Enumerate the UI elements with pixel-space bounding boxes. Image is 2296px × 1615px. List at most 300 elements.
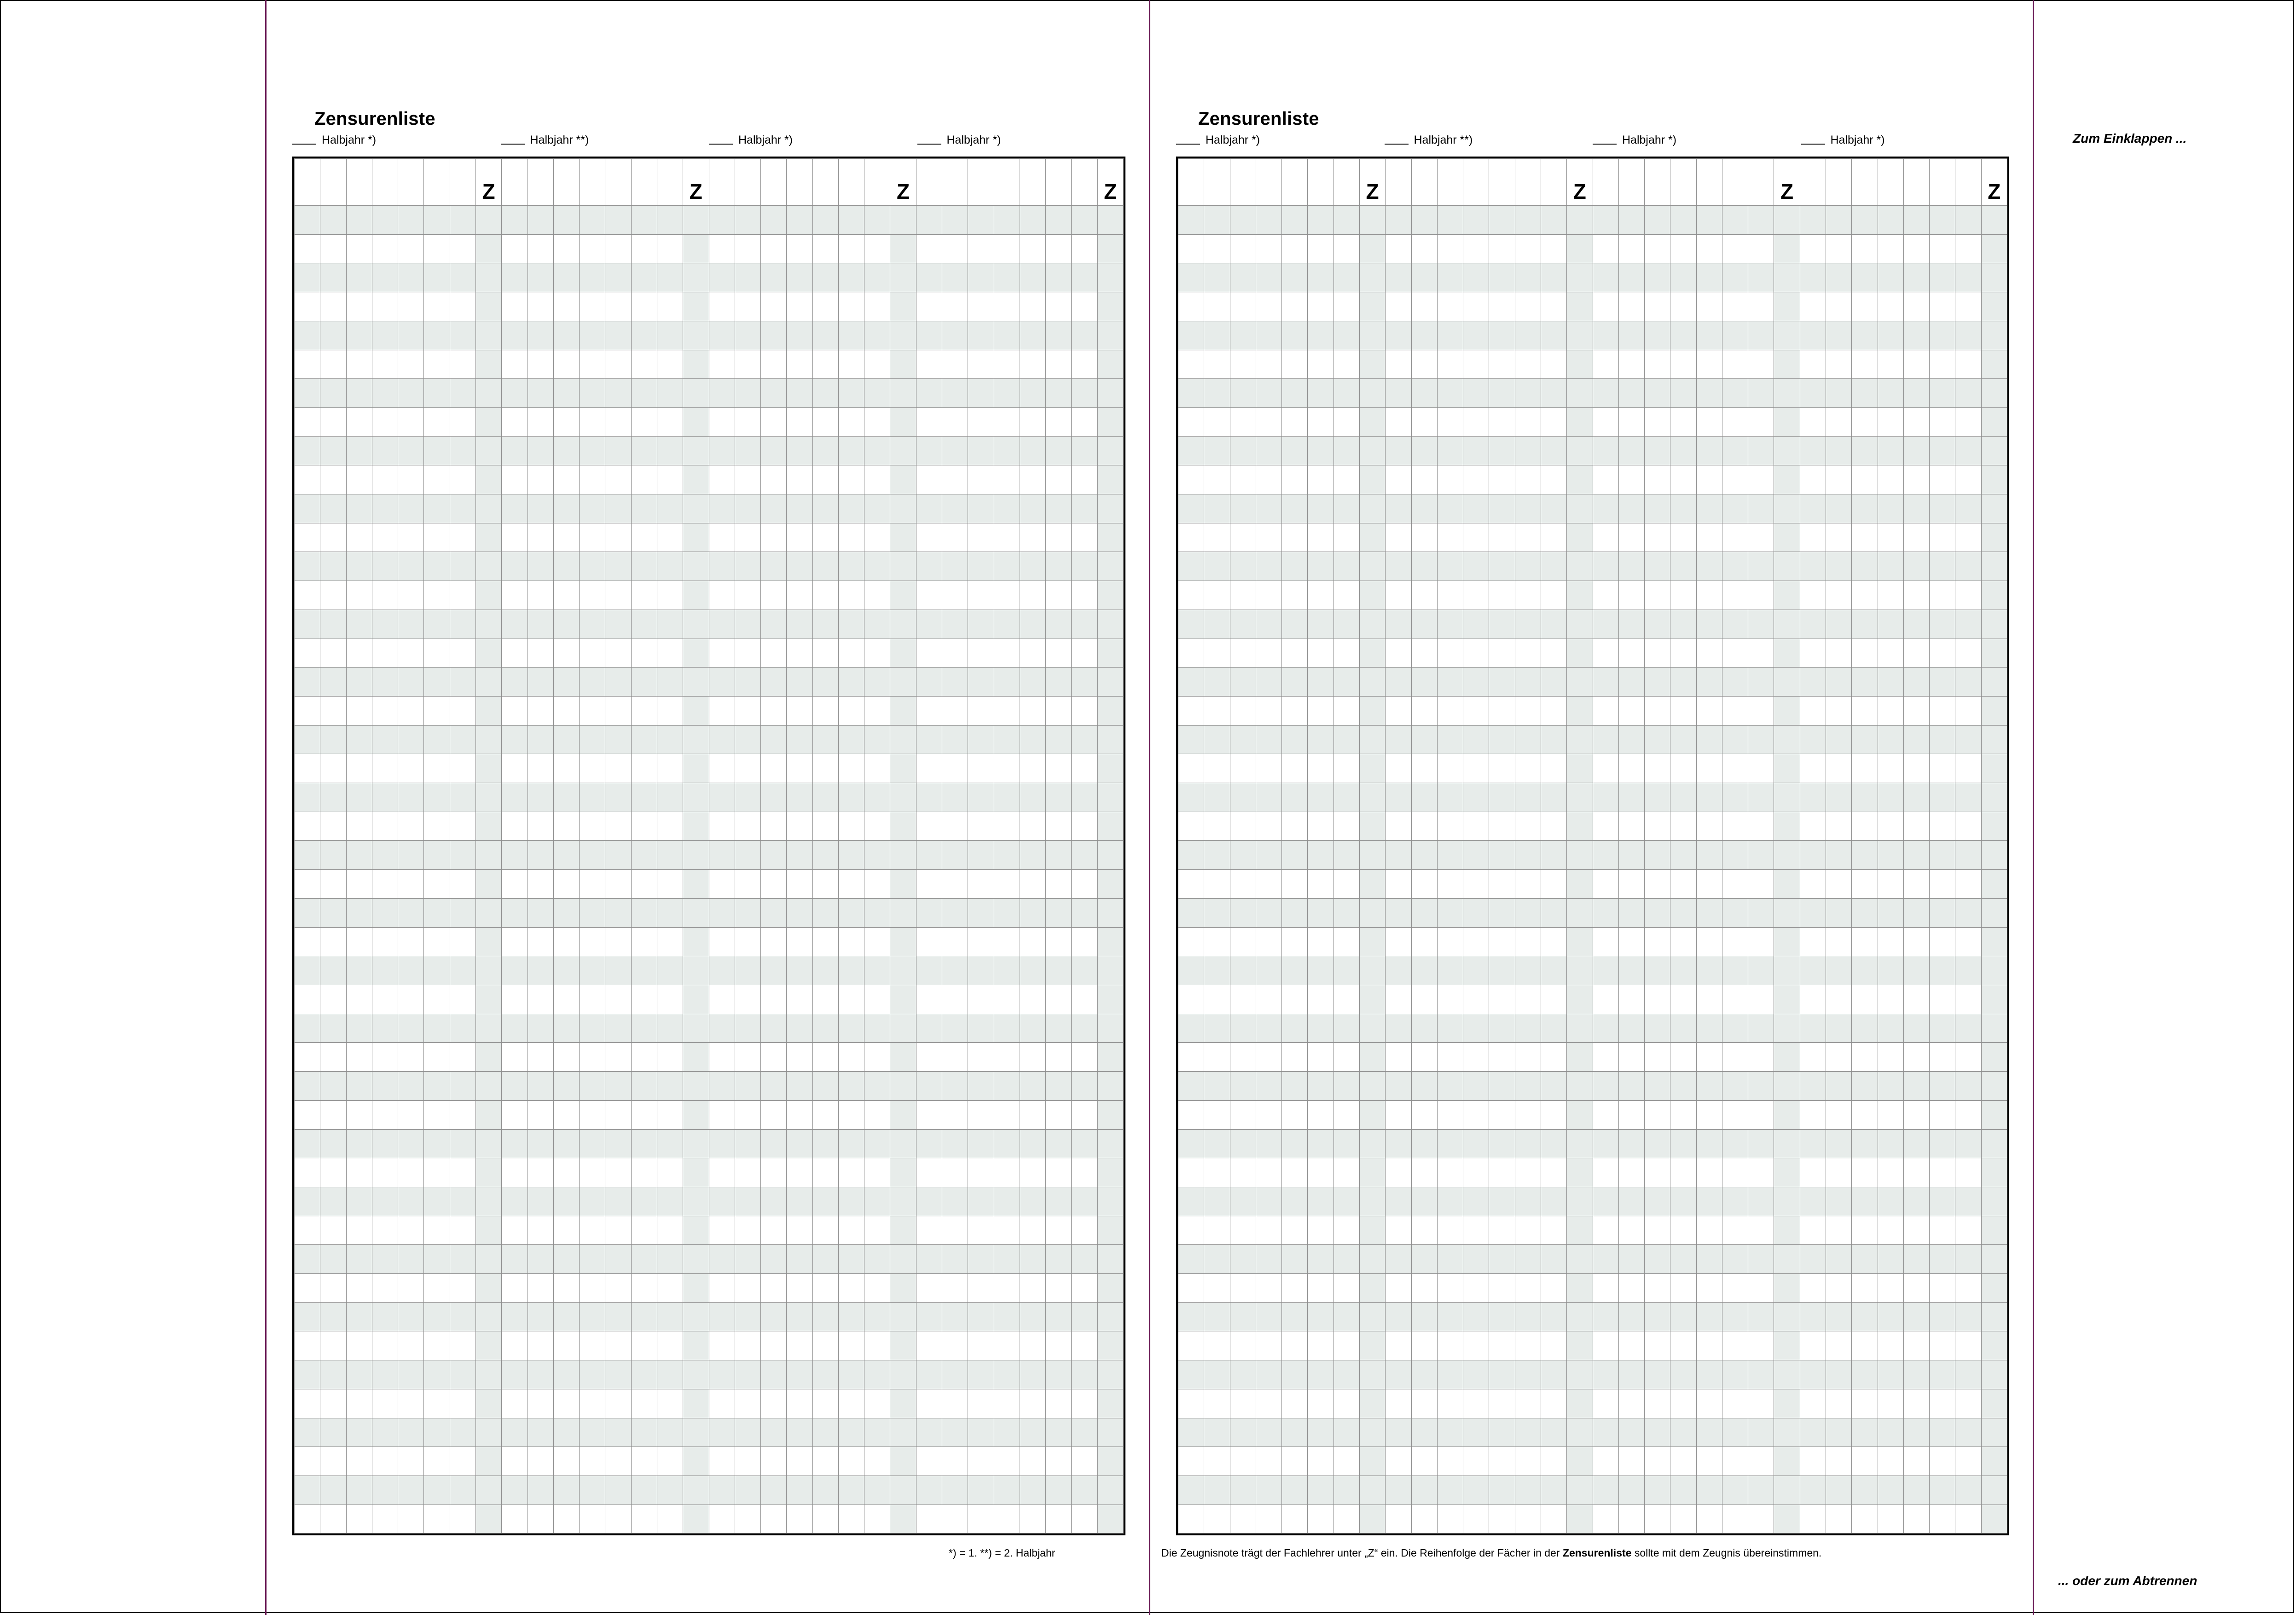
grid-cell[interactable] <box>295 841 320 870</box>
grid-cell[interactable] <box>1256 407 1281 436</box>
grid-cell[interactable] <box>1020 1245 1045 1274</box>
grid-cell[interactable] <box>1178 292 1204 321</box>
grid-cell[interactable] <box>1386 812 1411 841</box>
grid-cell[interactable] <box>1020 436 1045 465</box>
grid-cell[interactable] <box>1618 927 1644 956</box>
grid-cell[interactable] <box>1955 407 1981 436</box>
grid-cell[interactable] <box>812 870 838 899</box>
grid-cell[interactable] <box>683 610 709 639</box>
grid-cell[interactable] <box>1204 1245 1230 1274</box>
grid-cell[interactable] <box>1411 436 1437 465</box>
grid-cell[interactable] <box>1178 1389 1204 1418</box>
grid-cell[interactable] <box>1334 754 1359 783</box>
grid-cell[interactable] <box>761 1418 787 1447</box>
grid-cell[interactable] <box>320 1360 346 1389</box>
grid-cell[interactable] <box>890 321 916 350</box>
grid-cell[interactable] <box>1282 1245 1308 1274</box>
grid-cell[interactable] <box>1097 927 1123 956</box>
grid-cell[interactable] <box>320 407 346 436</box>
grid-cell[interactable] <box>1774 159 1800 177</box>
grid-cell[interactable] <box>735 1418 760 1447</box>
grid-cell[interactable] <box>890 581 916 610</box>
grid-cell[interactable] <box>1308 1129 1334 1158</box>
grid-cell[interactable] <box>968 1389 994 1418</box>
grid-cell[interactable] <box>1852 1043 1878 1072</box>
grid-cell[interactable] <box>1826 841 1852 870</box>
grid-row[interactable] <box>1178 1100 2007 1129</box>
grid-cell[interactable] <box>1645 1274 1670 1303</box>
grid-cell[interactable] <box>1930 1274 1955 1303</box>
grid-cell[interactable] <box>424 956 450 985</box>
grid-cell[interactable] <box>450 177 475 206</box>
grid-cell[interactable] <box>916 263 942 292</box>
grid-cell[interactable] <box>942 1331 968 1360</box>
grid-cell[interactable] <box>1515 754 1541 783</box>
grid-cell[interactable] <box>1618 407 1644 436</box>
grid-cell[interactable] <box>787 1360 812 1389</box>
grid-cell[interactable] <box>1930 1100 1955 1129</box>
grid-row[interactable] <box>295 1216 1124 1245</box>
grid-cell[interactable] <box>1308 1360 1334 1389</box>
grid-cell[interactable] <box>1618 1216 1644 1245</box>
grid-cell[interactable] <box>450 812 475 841</box>
grid-cell[interactable] <box>631 1360 657 1389</box>
grid-cell[interactable] <box>1097 206 1123 235</box>
halfyear-blank-line-3[interactable] <box>1593 143 1617 145</box>
grid-cell[interactable] <box>1072 1043 1097 1072</box>
grid-cell[interactable] <box>942 1274 968 1303</box>
grid-cell[interactable] <box>528 1447 553 1476</box>
grid-cell[interactable] <box>1411 985 1437 1014</box>
grid-cell[interactable] <box>295 177 320 206</box>
grid-cell[interactable] <box>1722 206 1748 235</box>
grid-cell[interactable] <box>838 1476 864 1505</box>
grid-cell[interactable] <box>1826 1274 1852 1303</box>
grid-cell[interactable] <box>683 1447 709 1476</box>
grid-cell[interactable] <box>502 1447 528 1476</box>
grid-cell[interactable] <box>1282 985 1308 1014</box>
grid-cell[interactable] <box>528 1360 553 1389</box>
grid-cell[interactable] <box>1178 1245 1204 1274</box>
grid-cell[interactable] <box>1515 581 1541 610</box>
grid-cell[interactable] <box>295 696 320 725</box>
grid-cell[interactable] <box>1878 1072 1903 1101</box>
grid-cell[interactable] <box>1282 1476 1308 1505</box>
grid-cell[interactable] <box>1541 696 1566 725</box>
grid-cell[interactable] <box>761 177 787 206</box>
grid-cell[interactable] <box>735 841 760 870</box>
grid-cell[interactable] <box>1178 610 1204 639</box>
grid-cell[interactable] <box>916 1505 942 1534</box>
grid-cell[interactable] <box>1955 1476 1981 1505</box>
grid-cell[interactable] <box>320 350 346 379</box>
grid-cell[interactable] <box>916 754 942 783</box>
grid-cell[interactable] <box>1489 639 1515 668</box>
grid-cell[interactable] <box>683 1476 709 1505</box>
grid-cell[interactable] <box>1515 1302 1541 1331</box>
grid-cell[interactable] <box>1878 407 1903 436</box>
grid-cell[interactable] <box>761 465 787 494</box>
grid-cell[interactable] <box>320 581 346 610</box>
grid-cell[interactable] <box>1020 783 1045 812</box>
grid-cell[interactable] <box>657 465 683 494</box>
grid-cell[interactable] <box>1981 206 2007 235</box>
grid-cell[interactable] <box>1852 1100 1878 1129</box>
grid-cell[interactable] <box>1903 581 1929 610</box>
grid-cell[interactable] <box>605 927 631 956</box>
grid-cell[interactable] <box>787 610 812 639</box>
grid-cell[interactable] <box>1878 1302 1903 1331</box>
grid-cell[interactable] <box>1852 552 1878 581</box>
grid-cell[interactable] <box>1334 725 1359 754</box>
grid-cell[interactable] <box>1774 206 1800 235</box>
grid-cell[interactable] <box>1903 1245 1929 1274</box>
grid-cell[interactable] <box>1567 841 1593 870</box>
grid-row[interactable] <box>295 1331 1124 1360</box>
grid-cell[interactable] <box>346 1043 372 1072</box>
grid-cell[interactable] <box>1515 1418 1541 1447</box>
grid-cell[interactable] <box>942 263 968 292</box>
grid-cell[interactable] <box>1072 1216 1097 1245</box>
grid-cell[interactable] <box>1020 552 1045 581</box>
grid-cell[interactable] <box>1204 350 1230 379</box>
grid-cell[interactable] <box>1852 956 1878 985</box>
grid-cell[interactable] <box>1878 1418 1903 1447</box>
grid-cell[interactable] <box>1020 1476 1045 1505</box>
grid-cell[interactable] <box>812 1360 838 1389</box>
grid-cell[interactable] <box>812 639 838 668</box>
grid-cell[interactable] <box>1256 639 1281 668</box>
grid-cell[interactable] <box>398 177 424 206</box>
grid-cell[interactable] <box>1981 812 2007 841</box>
grid-cell[interactable] <box>1774 465 1800 494</box>
grid-cell[interactable] <box>1593 436 1618 465</box>
grid-cell[interactable] <box>1670 754 1696 783</box>
grid-cell[interactable] <box>1386 1158 1411 1187</box>
grid-cell[interactable] <box>1903 350 1929 379</box>
grid-cell[interactable] <box>1541 812 1566 841</box>
grid-cell[interactable] <box>1670 1014 1696 1043</box>
grid-cell[interactable] <box>683 581 709 610</box>
grid-cell[interactable] <box>1359 1331 1385 1360</box>
grid-cell[interactable] <box>320 552 346 581</box>
grid-cell[interactable] <box>1359 1505 1385 1534</box>
grid-cell[interactable] <box>1334 927 1359 956</box>
grid-cell[interactable] <box>1541 292 1566 321</box>
grid-cell[interactable] <box>1930 1245 1955 1274</box>
grid-cell[interactable] <box>838 841 864 870</box>
grid-cell[interactable] <box>1618 465 1644 494</box>
grid-cell[interactable] <box>1826 1245 1852 1274</box>
grid-cell[interactable] <box>398 898 424 927</box>
grid-cell[interactable] <box>1020 1505 1045 1534</box>
grid-cell[interactable] <box>1230 159 1256 177</box>
grid-cell[interactable] <box>1072 407 1097 436</box>
grid-cell[interactable] <box>968 841 994 870</box>
grid-cell[interactable] <box>1230 263 1256 292</box>
grid-cell[interactable] <box>1359 841 1385 870</box>
grid-cell[interactable] <box>1981 1100 2007 1129</box>
grid-cell[interactable] <box>553 263 579 292</box>
grid-cell[interactable] <box>761 927 787 956</box>
grid-cell[interactable] <box>1411 1014 1437 1043</box>
grid-cell[interactable] <box>1334 985 1359 1014</box>
grid-cell[interactable] <box>1308 436 1334 465</box>
grid-cell[interactable] <box>657 494 683 523</box>
grid-cell[interactable] <box>683 668 709 697</box>
grid-cell[interactable] <box>657 725 683 754</box>
grid-cell[interactable] <box>1567 523 1593 552</box>
grid-cell[interactable] <box>994 696 1020 725</box>
grid-cell[interactable] <box>1903 696 1929 725</box>
grid-cell[interactable] <box>1748 668 1774 697</box>
grid-cell[interactable] <box>1903 668 1929 697</box>
grid-cell[interactable] <box>787 234 812 263</box>
grid-cell[interactable] <box>1981 292 2007 321</box>
grid-cell[interactable] <box>320 1216 346 1245</box>
grid-cell[interactable] <box>1826 350 1852 379</box>
grid-cell[interactable] <box>1411 1302 1437 1331</box>
grid-cell[interactable] <box>1800 1476 1826 1505</box>
grid-cell[interactable] <box>1437 552 1463 581</box>
grid-cell[interactable] <box>1308 927 1334 956</box>
grid-cell[interactable] <box>994 436 1020 465</box>
grid-cell[interactable] <box>1515 783 1541 812</box>
grid-cell[interactable] <box>450 1274 475 1303</box>
grid-cell[interactable] <box>1178 898 1204 927</box>
grid-cell[interactable] <box>1334 639 1359 668</box>
grid-cell[interactable] <box>1903 1043 1929 1072</box>
grid-cell[interactable] <box>346 898 372 927</box>
grid-cell[interactable] <box>1463 783 1489 812</box>
grid-cell[interactable] <box>1955 523 1981 552</box>
grid-cell[interactable] <box>295 754 320 783</box>
grid-cell[interactable] <box>1072 1389 1097 1418</box>
grid-row[interactable] <box>1178 812 2007 841</box>
grid-cell[interactable] <box>1097 1418 1123 1447</box>
grid-cell[interactable] <box>450 1043 475 1072</box>
grid-cell[interactable] <box>761 1014 787 1043</box>
grid-cell[interactable] <box>1282 1187 1308 1216</box>
grid-cell[interactable] <box>1541 754 1566 783</box>
grid-cell[interactable] <box>450 581 475 610</box>
grid-cell[interactable] <box>1046 927 1072 956</box>
grid-cell[interactable] <box>1800 1100 1826 1129</box>
grid-cell[interactable] <box>1618 1245 1644 1274</box>
grid-cell[interactable] <box>657 523 683 552</box>
grid-cell[interactable] <box>735 725 760 754</box>
grid-cell[interactable] <box>1567 1360 1593 1389</box>
grid-cell[interactable] <box>709 177 735 206</box>
grid-cell[interactable] <box>838 407 864 436</box>
grid-cell[interactable] <box>424 610 450 639</box>
grid-cell[interactable] <box>475 1418 501 1447</box>
grid-cell[interactable] <box>1072 436 1097 465</box>
grid-cell[interactable] <box>812 234 838 263</box>
grid-cell[interactable] <box>1072 1129 1097 1158</box>
grid-cell[interactable] <box>761 1389 787 1418</box>
grid-cell[interactable] <box>657 436 683 465</box>
grid-cell[interactable] <box>1645 436 1670 465</box>
grid-cell[interactable] <box>424 234 450 263</box>
grid-cell[interactable] <box>580 581 605 610</box>
grid-cell[interactable] <box>657 1389 683 1418</box>
grid-cell[interactable] <box>502 523 528 552</box>
grid-cell[interactable] <box>1826 234 1852 263</box>
grid-cell[interactable] <box>1489 696 1515 725</box>
grid-cell[interactable] <box>475 1187 501 1216</box>
grid-cell[interactable] <box>1386 1129 1411 1158</box>
grid-row[interactable] <box>1178 321 2007 350</box>
grid-cell[interactable] <box>994 206 1020 235</box>
grid-cell[interactable] <box>735 552 760 581</box>
grid-cell[interactable] <box>1097 263 1123 292</box>
halfyear-blank-line-1[interactable] <box>292 143 316 145</box>
grid-cell[interactable] <box>657 350 683 379</box>
grid-cell[interactable] <box>1878 956 1903 985</box>
grid-cell[interactable] <box>398 581 424 610</box>
grid-cell[interactable] <box>1463 1129 1489 1158</box>
grid-cell[interactable] <box>295 1331 320 1360</box>
halfyear-blank-line-2[interactable] <box>501 143 525 145</box>
grid-cell[interactable] <box>864 668 890 697</box>
grid-cell[interactable] <box>1541 552 1566 581</box>
grid-cell[interactable] <box>994 159 1020 177</box>
grid-cell[interactable] <box>1670 263 1696 292</box>
grid-cell[interactable] <box>657 668 683 697</box>
grid-cell[interactable] <box>838 1187 864 1216</box>
grid-cell[interactable] <box>580 1418 605 1447</box>
grid-cell[interactable] <box>1618 581 1644 610</box>
grid-cell[interactable] <box>1670 1043 1696 1072</box>
grid-cell[interactable] <box>1593 668 1618 697</box>
grid-cell[interactable] <box>1411 523 1437 552</box>
grid-cell[interactable] <box>864 1216 890 1245</box>
grid-cell[interactable] <box>683 234 709 263</box>
grid-cell[interactable] <box>528 523 553 552</box>
grid-cell[interactable] <box>787 841 812 870</box>
grid-cell[interactable] <box>1567 956 1593 985</box>
grid-cell[interactable] <box>1463 725 1489 754</box>
grid-cell[interactable] <box>994 725 1020 754</box>
grid-cell[interactable] <box>372 1129 398 1158</box>
grid-cell[interactable] <box>761 1129 787 1158</box>
grid-cell[interactable] <box>890 1505 916 1534</box>
grid-cell[interactable] <box>553 639 579 668</box>
grid-cell[interactable] <box>1593 1072 1618 1101</box>
grid-cell[interactable] <box>631 639 657 668</box>
grid-cell[interactable] <box>1437 234 1463 263</box>
grid-cell[interactable] <box>657 1187 683 1216</box>
grid-cell[interactable] <box>1903 1187 1929 1216</box>
grid-cell[interactable] <box>1046 292 1072 321</box>
grid-cell[interactable] <box>1204 1014 1230 1043</box>
grid-cell[interactable] <box>994 581 1020 610</box>
grid-cell[interactable] <box>1359 927 1385 956</box>
grid-cell[interactable] <box>1981 1274 2007 1303</box>
grid-cell[interactable] <box>1046 639 1072 668</box>
grid-cell[interactable] <box>1489 668 1515 697</box>
grid-cell[interactable] <box>812 841 838 870</box>
grid-cell[interactable] <box>864 1187 890 1216</box>
grid-cell[interactable] <box>1437 927 1463 956</box>
grid-cell[interactable] <box>1541 1418 1566 1447</box>
grid-cell[interactable] <box>1593 1331 1618 1360</box>
grid-cell[interactable] <box>1903 1389 1929 1418</box>
grid-cell[interactable] <box>657 206 683 235</box>
grid-z-header-cell[interactable]: Z <box>1981 177 2007 206</box>
grid-cell[interactable] <box>1437 159 1463 177</box>
grid-cell[interactable] <box>1282 783 1308 812</box>
grid-cell[interactable] <box>916 1158 942 1187</box>
grid-cell[interactable] <box>1515 610 1541 639</box>
grid-cell[interactable] <box>735 465 760 494</box>
grid-cell[interactable] <box>372 1331 398 1360</box>
grid-cell[interactable] <box>1489 985 1515 1014</box>
grid-cell[interactable] <box>1463 1100 1489 1129</box>
grid-cell[interactable] <box>502 552 528 581</box>
grid-cell[interactable] <box>1178 668 1204 697</box>
grid-cell[interactable] <box>1593 494 1618 523</box>
grid-cell[interactable] <box>1645 696 1670 725</box>
grid-cell[interactable] <box>605 696 631 725</box>
grid-cell[interactable] <box>424 263 450 292</box>
grid-cell[interactable] <box>1489 436 1515 465</box>
grid-cell[interactable] <box>1072 263 1097 292</box>
grid-cell[interactable] <box>1593 523 1618 552</box>
grid-cell[interactable] <box>683 1187 709 1216</box>
grid-cell[interactable] <box>916 1274 942 1303</box>
grid-cell[interactable] <box>735 870 760 899</box>
grid-cell[interactable] <box>1411 379 1437 408</box>
grid-row[interactable] <box>295 927 1124 956</box>
grid-cell[interactable] <box>1903 407 1929 436</box>
grid-cell[interactable] <box>1308 668 1334 697</box>
grid-cell[interactable] <box>864 870 890 899</box>
grid-row[interactable] <box>295 1360 1124 1389</box>
grid-cell[interactable] <box>1645 1389 1670 1418</box>
grid-cell[interactable] <box>1955 321 1981 350</box>
grid-cell[interactable] <box>346 159 372 177</box>
grid-cell[interactable] <box>528 1245 553 1274</box>
grid-cell[interactable] <box>1903 1447 1929 1476</box>
grid-cell[interactable] <box>1489 1100 1515 1129</box>
grid-cell[interactable] <box>502 321 528 350</box>
grid-cell[interactable] <box>1020 696 1045 725</box>
grid-cell[interactable] <box>1930 1360 1955 1389</box>
grid-cell[interactable] <box>372 783 398 812</box>
grid-cell[interactable] <box>838 1389 864 1418</box>
grid-cell[interactable] <box>1046 321 1072 350</box>
grid-cell[interactable] <box>1359 552 1385 581</box>
grid-cell[interactable] <box>320 668 346 697</box>
grid-cell[interactable] <box>1955 696 1981 725</box>
grid-cell[interactable] <box>1774 1447 1800 1476</box>
grid-cell[interactable] <box>502 1158 528 1187</box>
grid-cell[interactable] <box>1489 1360 1515 1389</box>
grid-cell[interactable] <box>787 812 812 841</box>
grid-cell[interactable] <box>968 927 994 956</box>
grid-cell[interactable] <box>424 870 450 899</box>
grid-cell[interactable] <box>916 927 942 956</box>
grid-cell[interactable] <box>1463 1187 1489 1216</box>
grid-cell[interactable] <box>1020 1072 1045 1101</box>
grid-cell[interactable] <box>1359 898 1385 927</box>
grid-cell[interactable] <box>320 159 346 177</box>
grid-cell[interactable] <box>1748 870 1774 899</box>
grid-cell[interactable] <box>502 379 528 408</box>
grid-cell[interactable] <box>605 159 631 177</box>
